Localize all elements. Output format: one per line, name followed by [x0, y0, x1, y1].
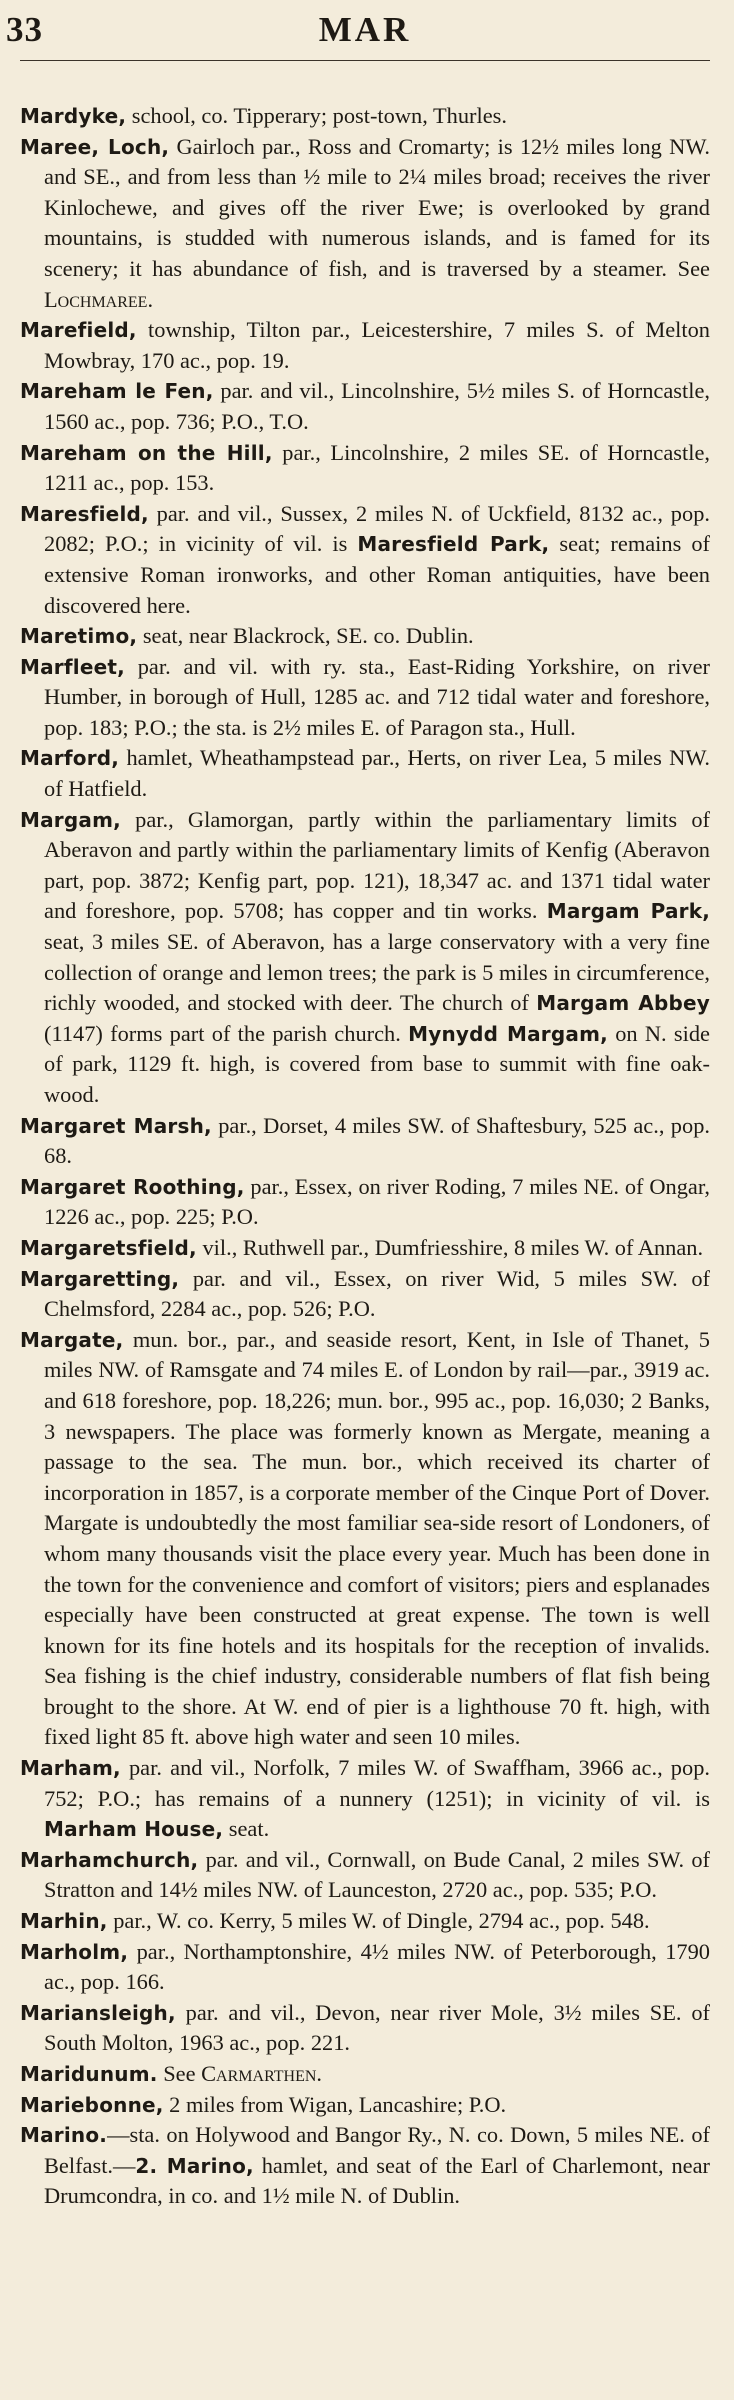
gazetteer-entry [20, 1111, 710, 1172]
gazetteer-entry [20, 1233, 710, 1264]
entry-text: par., Northamptonshire, 4½ miles NW. of Peterborough, 1790 ac., pop. 166. [44, 1938, 710, 1995]
running-head: MAR [318, 10, 412, 49]
gazetteer-entry [20, 376, 710, 437]
inline-headword: 2. Marino, [135, 2153, 254, 2178]
entry-headword: Marhin, [20, 1909, 108, 1934]
entry-headword: Marefield, [20, 318, 137, 343]
entry-headword: Maridunum. [20, 2062, 158, 2086]
gazetteer-entry [20, 499, 710, 621]
entry-text: hamlet, Wheathampstead par., Herts, on river Lea, 5 miles NW. of Hatfield. [44, 745, 710, 802]
entry-headword: Mardyke, [20, 104, 127, 128]
gazetteer-entry [20, 1753, 710, 1845]
gazetteer-entry [20, 1937, 710, 1998]
entry-headword: Marholm, [20, 1939, 129, 1964]
entry-text: par. and vil., Sussex, 2 miles N. of Uckfield, 8132 ac., pop. 2082; P.O.; in vicinity of vil. is [44, 500, 710, 557]
entry-text: on N. side of park, 1129 ft. high, is covered from base to summit with fine oak-wood. [44, 1020, 710, 1107]
entry-headword: Margate, [20, 1327, 124, 1352]
gazetteer-entry [20, 132, 710, 316]
entry-text: par., Lincolnshire, 2 miles SE. of Horncastle, 1211 ac., pop. 153. [44, 439, 710, 496]
entry-headword: Maretimo, [20, 624, 138, 649]
entry-headword: Marfleet, [20, 654, 125, 679]
entry-text: mun. bor., par., and seaside resort, Kent, in Isle of Thanet, 5 miles NW. of Ramsgate and 74 miles E. of London by rail—par., 3919 ac. and 618 foreshore, pop. 18,226; mun. bor., 995 ac., pop. 16,030; 2 Banks, 3 newspapers. The place was formerly known as Mergate, meaning a passage to the sea. The mun. bor., which received its charter of incorporation in 1857, is a corporate member of the Cinque Port of Dover. Margate is undoubtedly the most familiar sea-side resort of Londoners, of whom many thousands visit the place every year. Much has been done in the town for the convenience and comfort of visitors; piers and esplanades especially have been constructed at great expense. The town is well known for its fine hotels and its hospitals for the reception of invalids. Sea fishing is the chief industry, considerable numbers of flat fish being brought to the shore. At W. end of pier is a lighthouse 70 ft. high, with fixed light 85 ft. above high water and seen 10 miles. [44, 1326, 710, 1750]
gazetteer-entry [20, 1906, 710, 1937]
entry-headword: Marino. [20, 2123, 108, 2148]
entry-text: hamlet, and seat of the Earl of Charlemont, near Drumcondra, in co. and 1½ mile N. of Dublin. [44, 2152, 710, 2209]
gazetteer-entry [20, 621, 710, 652]
entry-text: Gairloch par., Ross and Cromarty; is 12½ miles long NW. and SE., and from less than ½ mile to 2¼ miles broad; receives the river Kinlochewe, and gives off the river Ewe; is overlooked by grand mountains, is studded with numerous islands, and is famed for its scenery; it has abundance of fish, and is traversed by a steamer. See [44, 133, 710, 281]
gazetteer-entry [20, 1845, 710, 1906]
gazetteer-entry [20, 1998, 710, 2059]
gazetteer-entry [20, 2059, 710, 2090]
page-number: 33 [6, 10, 43, 49]
entry-text: par. and vil. with ry. sta., East-Riding Yorkshire, on river Humber, in borough of Hull, 1285 ac. and 712 tidal water and foreshore, pop. 183; P.O.; the sta. is 2½ miles E. of Paragon sta., Hull. [44, 653, 710, 740]
entry-headword: Mariansleigh, [20, 2000, 176, 2025]
entry-headword: Marham, [20, 1756, 121, 1781]
entry-list [20, 101, 710, 2212]
entry-text: par., Essex, on river Roding, 7 miles NE. of Ongar, 1226 ac., pop. 225; P.O. [44, 1173, 710, 1230]
entry-headword: Margaretting, [20, 1266, 180, 1291]
entry-text: par., Dorset, 4 miles SW. of Shaftesbury, 525 ac., pop. 68. [44, 1112, 710, 1169]
entry-text: par. and vil., Devon, near river Mole, 3½ miles SE. of South Molton, 1963 ac., pop. 221. [44, 1999, 710, 2056]
gazetteer-entry [20, 315, 710, 376]
inline-headword: Margam Park, [546, 899, 710, 924]
entry-text: See [157, 2061, 202, 2086]
gazetteer-entry [20, 101, 710, 132]
cross-reference: Lochmaree. [44, 286, 154, 312]
gazetteer-entry [20, 1172, 710, 1233]
inline-headword: Marham House, [44, 1817, 224, 1842]
inline-headword: Mynydd Margam, [408, 1021, 608, 1046]
gazetteer-entry [20, 1264, 710, 1325]
entry-headword: Maree, Loch, [20, 134, 170, 159]
cross-reference: Carmarthen. [201, 2061, 323, 2086]
entry-text: vil., Ruthwell par., Dumfriesshire, 8 miles W. of Annan. [196, 1234, 704, 1260]
inline-headword: Maresfield Park, [357, 532, 550, 557]
gazetteer-entry [20, 805, 710, 1111]
gazetteer-entry [20, 1325, 710, 1753]
gazetteer-entry [20, 652, 710, 744]
entry-headword: Marford, [20, 746, 120, 771]
entry-headword: Margaretsfield, [20, 1235, 197, 1260]
entry-text: township, Tilton par., Leicestershire, 7 miles S. of Melton Mowbray, 170 ac., pop. 19. [44, 317, 710, 373]
entry-headword: Margam, [20, 807, 121, 832]
entry-headword: Margaret Marsh, [20, 1113, 212, 1138]
entry-text: par. and vil., Essex, on river Wid, 5 miles SW. of Chelmsford, 2284 ac., pop. 526; P.O. [44, 1265, 710, 1322]
entry-text: 2 miles from Wigan, Lancashire; P.O. [163, 2091, 507, 2117]
entry-text: par. and vil., Norfolk, 7 miles W. of Swaffham, 3966 ac., pop. 752; P.O.; has remains of a nunnery (1251); in vicinity of vil. is [44, 1755, 710, 1811]
gazetteer-entry [20, 438, 710, 499]
entry-text: school, co. Tipperary; post-town, Thurles. [126, 103, 507, 128]
gazetteer-entry [20, 2120, 710, 2212]
entry-text: par., W. co. Kerry, 5 miles W. of Dingle, 2794 ac., pop. 548. [107, 1908, 650, 1934]
entry-headword: Maresfield, [20, 501, 149, 526]
entry-text: —sta. on Holywood and Bangor Ry., N. co. Down, 5 miles NE. of Belfast.— [44, 2122, 710, 2178]
entry-text: seat. [223, 1816, 270, 1842]
entry-text: (1147) forms part of the parish church. [44, 1020, 409, 1046]
entry-headword: Mareham le Fen, [20, 379, 214, 404]
entry-text: seat, 3 miles SE. of Aberavon, has a large conservatory with a very fine collection of orange and lemon trees; the park is 5 miles in circumference, richly wooded, and stocked with deer. The church of [44, 929, 710, 1016]
entry-text: par. and vil., Cornwall, on Bude Canal, 2 miles SW. of Stratton and 14½ miles NW. of Launceston, 2720 ac., pop. 535; P.O. [44, 1846, 710, 1903]
entry-text: par., Glamorgan, partly within the parliamentary limits of Aberavon and partly within the parliamentary limits of Kenfig (Aberavon part, pop. 3872; Kenfig part, pop. 121), 18,347 ac. and 1371 tidal water and foreshore, pop. 5708; has copper and tin works. [44, 806, 710, 924]
entry-headword: Mareham on the Hill, [20, 440, 273, 465]
entry-headword: Margaret Roothing, [20, 1174, 245, 1199]
entry-headword: Mariebonne, [20, 2092, 164, 2117]
entry-text: seat, near Blackrock, SE. co. Dublin. [137, 623, 474, 649]
entry-headword: Marhamchurch, [20, 1847, 199, 1872]
page-header [6, 10, 710, 61]
gazetteer-entry [20, 743, 710, 804]
inline-headword: Margam Abbey [536, 991, 710, 1016]
entry-text: par. and vil., Lincolnshire, 5½ miles S. of Horncastle, 1560 ac., pop. 736; P.O., T.O. [44, 378, 711, 434]
entry-text: seat; remains of extensive Roman ironworks, and other Roman antiquities, have been discovered here. [44, 531, 710, 618]
gazetteer-entry [20, 2090, 710, 2121]
